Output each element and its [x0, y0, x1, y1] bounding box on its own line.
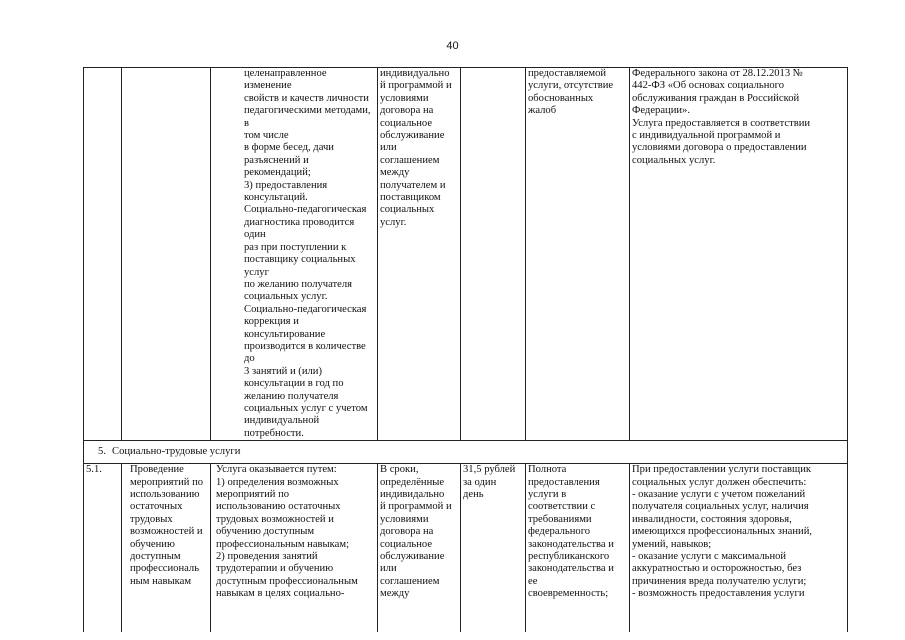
cell-quality: Полнота предоставления услуги в соответствии с требованиями федерального законодательства и республиканского законодательства и ее своевременность;: [526, 464, 630, 632]
table-row: [84, 68, 848, 441]
cell-conditions: При предоставлении услуги поставщик социальных услуг должен обеспечить: - оказание услуги с учетом пожеланий получателя социальных услуг, наличия инвалидности, состояния здоровья, имеющихся профессиональных знаний, умений, навыков; - оказание услуги с максимальной аккуратностью и осторожностью, без причинения вреда получателю услуги; - возможность предоставления услуги: [630, 464, 848, 632]
section-title: Социально-трудовые услуги: [112, 445, 241, 457]
services-table: [83, 67, 848, 632]
cell-quality: предоставляемой услуги, отсутствие обоснованных жалоб: [526, 68, 630, 441]
section-number: 5.: [98, 445, 106, 457]
cell-conditions: Федерального закона от 28.12.2013 № 442-ФЗ «Об основах социального обслуживания граждан в Российской Федерации». Услуга предоставляется в соответствии с индивидуальной программой и условиями договора о предоставлении социальных услуг.: [630, 68, 848, 441]
cell-tariff: 31,5 рублей за один день: [461, 464, 526, 632]
cell-description: целенаправленное изменение свойств и качеств личности педагогическими методами, в том числе в форме бесед, дачи разъяснений и рекомендаций; 3) предоставления консультаций. Социально-педагогическая диагностика проводится один раз при поступлении к поставщику социальных услуг по желанию получателя социальных услуг. Социально-педагогическая коррекция и консультирование производится в количестве до 3 занятий и (или) консультации в год по желанию получателя социальных услуг с учетом индивидуальной потребности.: [211, 68, 378, 441]
cell-terms: индивидуально й программой и условиями договора на социальное обслуживание или соглашением между получателем и поставщиком социальных услуг.: [378, 68, 461, 441]
cell-tariff: [461, 68, 526, 441]
cell-number: [84, 68, 122, 441]
section-heading: [84, 441, 848, 464]
page-number: 40: [446, 40, 459, 52]
table-row: [84, 464, 848, 632]
cell-description: Услуга оказывается путем: 1) определения возможных мероприятий по использованию остаточных трудовых возможностей и обучению доступным профессиональным навыкам; 2) проведения занятий трудотерапии и обучению доступным профессиональным навыкам в целях социально-: [211, 464, 378, 632]
cell-service-name: Проведение мероприятий по использованию остаточных трудовых возможностей и обучению доступным профессиональ ным навыкам: [122, 464, 211, 632]
cell-service-name: [122, 68, 211, 441]
cell-terms: В сроки, определённые индивидально й программой и условиями договора на социальное обслуживание или соглашением между: [378, 464, 461, 632]
section-row: [84, 441, 848, 464]
cell-number: 5.1.: [84, 464, 122, 632]
